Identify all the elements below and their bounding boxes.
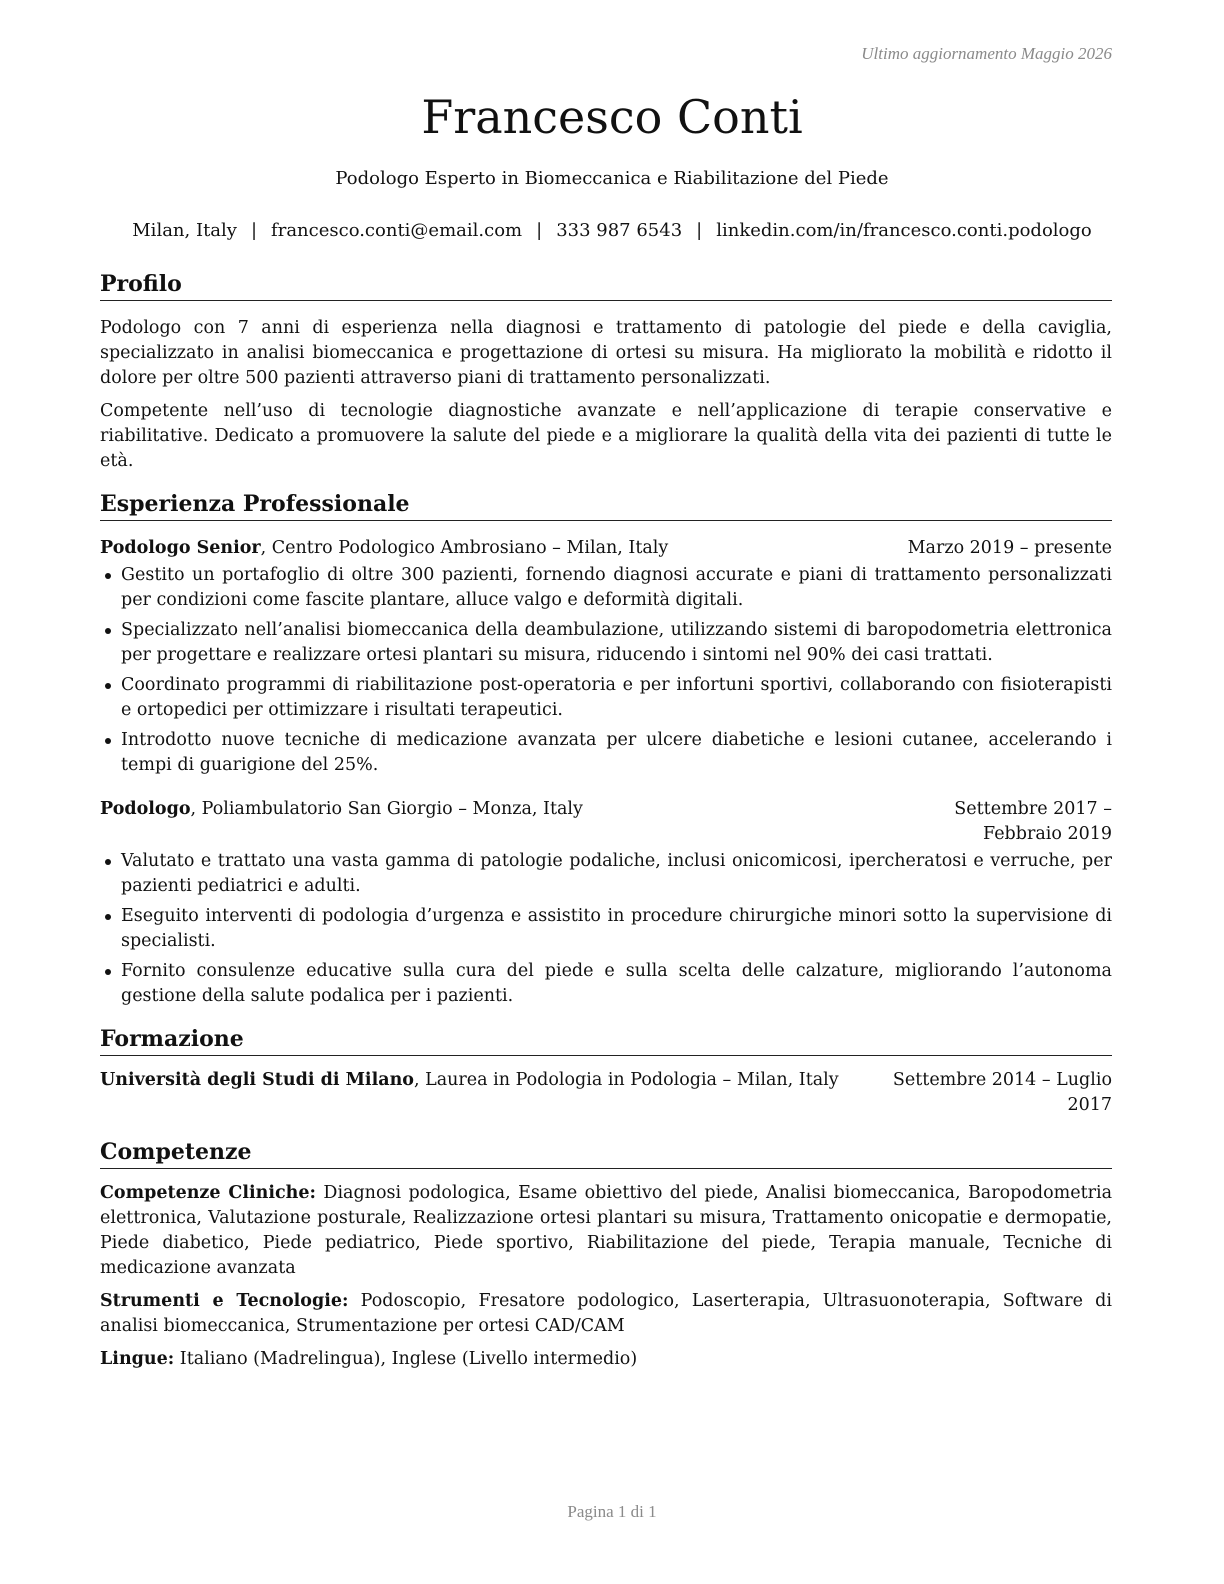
list-item: Coordinato programmi di riabilitazione post-operatoria e per infortuni sportivi, collaborando con fisioterapisti e ortopedici per ottimizzare i risultati terapeutici. — [100, 673, 1112, 723]
job-entry — [100, 536, 1112, 778]
section-title: Competenze — [100, 1136, 1112, 1169]
job-title-line — [100, 536, 668, 561]
skill-text: Podoscopio, Fresatore podologico, Laserterapia, Ultrasuonoterapia, Software di analisi biomeccanica, Strumentazione per ortesi CAD/CAM — [100, 1291, 1112, 1336]
section-title: Profilo — [100, 268, 1112, 301]
skill-label: Lingue: — [100, 1349, 175, 1369]
section-title: Formazione — [100, 1023, 1112, 1056]
separator: | — [696, 220, 703, 241]
job-title-line — [100, 797, 583, 822]
linkedin-link[interactable]: linkedin.com/in/francesco.conti.podologo — [716, 220, 1092, 241]
education-entry — [100, 1068, 1112, 1118]
location: Milan, Italy — [132, 220, 237, 241]
profile-paragraph: Competente nell’uso di tecnologie diagnostiche avanzate e nell’applicazione di terapie conservative e riabilitative. Dedicato a promuovere la salute del piede e a migliorare la qualità della vita dei pazienti di tutte le età. — [100, 401, 1112, 471]
job-dates: Settembre 2017 – Febbraio 2019 — [954, 799, 1112, 844]
job-employer: , Poliambulatorio San Giorgio – Monza, Italy — [190, 799, 583, 819]
list-item: Fornito consulenze educative sulla cura del piede e sulla scelta delle calzature, migliorando l’autonoma gestione della salute podalica per i pazienti. — [100, 959, 1112, 1009]
section-title: Esperienza Professionale — [100, 488, 1112, 521]
last-updated: Ultimo aggiornamento Maggio 2026 — [861, 44, 1112, 63]
candidate-name: Francesco Conti — [421, 90, 803, 144]
job-bullets — [100, 563, 1112, 778]
separator: | — [250, 220, 258, 241]
education-dates: Settembre 2014 – Luglio 2017 — [892, 1070, 1112, 1115]
degree: , Laurea in Podologia in Podologia – Milan, Italy — [413, 1070, 839, 1090]
profile-section — [100, 268, 1112, 474]
contact-line — [0, 219, 1224, 243]
school-name: Università degli Studi di Milano — [100, 1070, 414, 1090]
job-entry — [100, 797, 1112, 1009]
list-item: Specializzato nell’analisi biomeccanica della deambulazione, utilizzando sistemi di baropodometria elettronica per progettare e realizzare ortesi plantari su misura, riducendo i sintomi nel 90% dei casi trattati. — [100, 618, 1112, 668]
skill-text: Italiano (Madrelingua), Inglese (Livello intermedio) — [174, 1349, 638, 1369]
job-header — [100, 536, 1112, 561]
job-bullets — [100, 849, 1112, 1009]
skill-group — [100, 1347, 1112, 1372]
list-item: Eseguito interventi di podologia d’urgenza e assistito in procedure chirurgiche minori sotto la supervisione di specialisti. — [100, 904, 1112, 954]
skills-section — [100, 1136, 1112, 1372]
job-header — [100, 797, 1112, 847]
skill-label: Competenze Cliniche: — [100, 1183, 317, 1203]
phone: 333 987 6543 — [556, 220, 683, 241]
job-dates: Marzo 2019 – presente — [907, 538, 1112, 558]
job-role: Podologo Senior — [100, 538, 261, 558]
education-line — [100, 1068, 839, 1093]
page-number: Pagina 1 di 1 — [567, 1502, 657, 1521]
resume-content — [100, 268, 1112, 1380]
job-role: Podologo — [100, 799, 191, 819]
experience-section — [100, 488, 1112, 1009]
job-employer: , Centro Podologico Ambrosiano – Milan, Italy — [260, 538, 669, 558]
list-item: Gestito un portafoglio di oltre 300 pazienti, fornendo diagnosi accurate e piani di trattamento personalizzati per condizioni come fascite plantare, alluce valgo e deformità digitali. — [100, 563, 1112, 613]
skill-text: Diagnosi podologica, Esame obiettivo del piede, Analisi biomeccanica, Baropodometria elettronica, Valutazione posturale, Realizzazione ortesi plantari su misura, Trattamento onicopatie e dermopatie, Piede diabetico, Piede pediatrico, Piede sportivo, Riabilitazione del piede, Terapia manuale, Tecniche di medicazione avanzata — [100, 1183, 1112, 1278]
list-item: Introdotto nuove tecniche di medicazione avanzata per ulcere diabetiche e lesioni cutanee, accelerando i tempi di guarigione del 25%. — [100, 728, 1112, 778]
profile-paragraph: Podologo con 7 anni di esperienza nella diagnosi e trattamento di patologie del piede e della caviglia, specializzato in analisi biomeccanica e progettazione di ortesi su misura. Ha migliorato la mobilità e ridotto il dolore per oltre 500 pazienti attraverso piani di trattamento personalizzati. — [100, 318, 1112, 388]
separator: | — [536, 220, 543, 241]
headline: Podologo Esperto in Biomeccanica e Riabilitazione del Piede — [335, 168, 889, 189]
skill-label: Strumenti e Tecnologie: — [100, 1291, 349, 1311]
list-item: Valutato e trattato una vasta gamma di patologie podaliche, inclusi onicomicosi, ipercheratosi e verruche, per pazienti pediatrici e adulti. — [100, 849, 1112, 899]
education-section — [100, 1023, 1112, 1118]
email-link[interactable]: francesco.conti@email.com — [271, 220, 523, 241]
skill-group — [100, 1181, 1112, 1281]
skill-group — [100, 1289, 1112, 1339]
